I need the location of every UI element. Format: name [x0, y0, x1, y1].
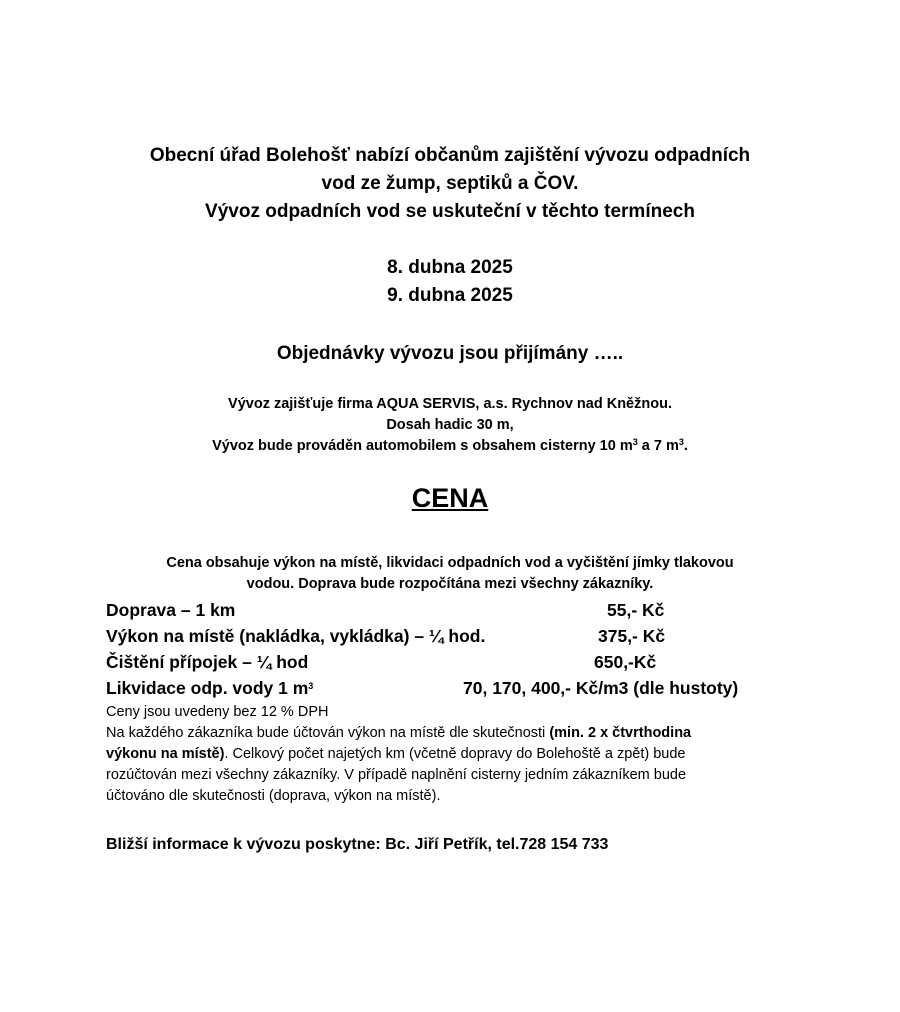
provider-line-1: Vývoz zajišťuje firma AQUA SERVIS, a.s. Rychnov nad Kněžnou. [228, 396, 672, 412]
date-2: 9. dubna 2025 [387, 285, 513, 306]
price-row [106, 623, 786, 649]
price-label: Čištění přípojek – ¼ hod [106, 652, 309, 672]
provider-line-3-text-b: a 7 m [637, 438, 679, 454]
provider-line-3-text-a: Vývoz bude prováděn automobilem s obsahem cisterny 10 m [212, 438, 633, 454]
price-label [106, 675, 313, 701]
notes-line-3: rozúčtován mezi všechny zákazníky. V případě naplnění cisterny jedním zákazníkem bude [106, 767, 687, 783]
vat-note: Ceny jsou uvedeny bez 12 % DPH [106, 704, 329, 720]
contact-info: Bližší informace k vývozu poskytne: Bc. Jiří Petřík, tel.728 154 733 [106, 836, 609, 853]
price-description-line-2: vodou. Doprava bude rozpočítána mezi všechny zákazníky. [246, 576, 654, 592]
provider-line-2: Dosah hadic 30 m, [386, 417, 514, 433]
header-line-2: vod ze žump, septiků a ČOV. [321, 173, 579, 194]
orders-note: Objednávky vývozu jsou přijímány ….. [276, 343, 624, 364]
price-description-line-1: Cena obsahuje výkon na místě, likvidaci odpadních vod a vyčištění jímky tlakovou [166, 555, 734, 571]
notes-line-1 [106, 723, 796, 744]
notes-text: . Celkový počet najetých km (včetně dopravy do Bolehoště a zpět) bude [224, 746, 686, 762]
price-label-text: Likvidace odp. vody 1 m [106, 678, 309, 698]
provider-line-3 [60, 436, 840, 457]
price-value: 650,-Kč [594, 652, 657, 672]
notes-text: Na každého zákazníka bude účtován výkon na místě dle skutečnosti [106, 725, 550, 741]
collection-dates [60, 254, 840, 310]
notes-line-2 [106, 744, 796, 765]
price-row [106, 649, 786, 675]
provider-info [60, 394, 840, 457]
notice-header [60, 142, 840, 226]
superscript: 3 [632, 437, 638, 447]
header-line-3: Vývoz odpadních vod se uskuteční v těchto termínech [205, 201, 695, 222]
notes-line-4: účtováno dle skutečnosti (doprava, výkon na místě). [106, 788, 441, 804]
price-notes [106, 702, 796, 807]
provider-line-3-text-c: . [683, 438, 688, 454]
notes-bold-text: výkonu na místě) [106, 746, 225, 762]
price-label: Výkon na místě (nakládka, vykládka) – ¼ hod. [106, 626, 486, 646]
price-row [106, 597, 786, 623]
price-label: Doprava – 1 km [106, 600, 236, 620]
price-row [106, 675, 786, 701]
superscript: 3 [308, 681, 314, 691]
price-value: 375,- Kč [598, 626, 666, 646]
price-value: 55,- Kč [607, 600, 665, 620]
superscript: 3 [678, 437, 684, 447]
notes-bold-text: (min. 2 x čtvrthodina [549, 725, 692, 741]
price-description [100, 553, 800, 595]
price-value: 70, 170, 400,- Kč/m3 (dle hustoty) [463, 678, 739, 698]
date-1: 8. dubna 2025 [387, 257, 513, 278]
price-heading: CENA [411, 483, 489, 513]
header-line-1: Obecní úřad Bolehošť nabízí občanům zajištění vývozu odpadních [149, 145, 751, 166]
